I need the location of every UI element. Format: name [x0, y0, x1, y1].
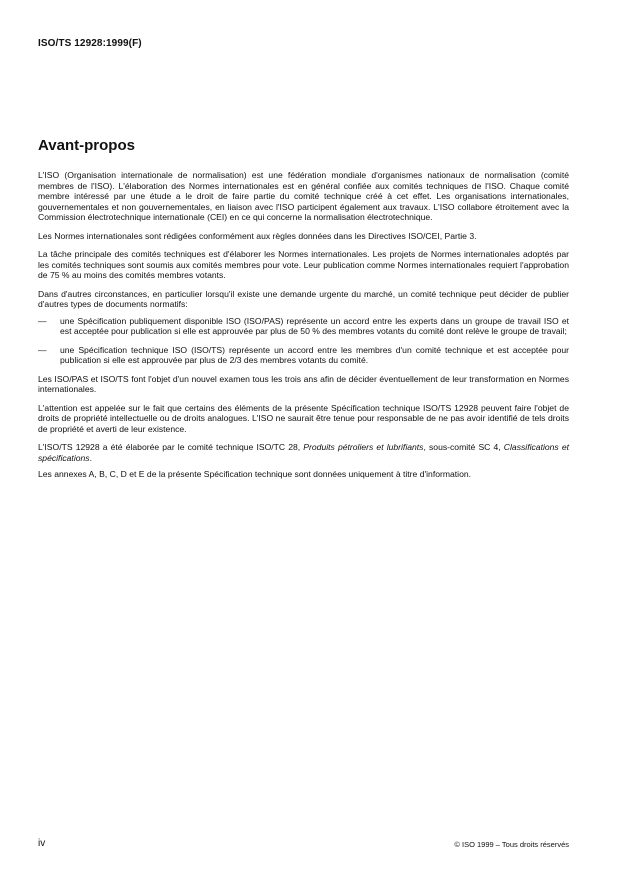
committee-title: Produits pétroliers et lubrifiants [303, 442, 424, 452]
copyright: © ISO 1999 – Tous droits réservés [454, 840, 569, 849]
list-item-text: une Spécification technique ISO (ISO/TS) représente un accord entre les membres d'un comité technique et est acceptée pour publication si elle est approuvée par plus de 2/3 des membres votants du comité. [60, 344, 569, 365]
paragraph-review: Les ISO/PAS et ISO/TS font l'objet d'un nouvel examen tous les trois ans afin de décider éventuellement de leur transformation en Normes internationales. [38, 373, 569, 394]
foreword-body [38, 170, 569, 488]
list-item [38, 316, 569, 337]
paragraph-other-circumstances: Dans d'autres circonstances, en particulier lorsqu'il existe une demande urgente du marché, un comité technique peut décider de publier d'autres types de documents normatifs: [38, 288, 569, 309]
dash-bullet: — [38, 344, 47, 355]
prepared-by-text-2: , sous-comité SC 4, [423, 442, 504, 452]
dash-bullet: — [38, 315, 47, 326]
prepared-by-text-1: L'ISO/TS 12928 a été élaborée par le comité technique ISO/TC 28, [38, 442, 304, 452]
list-item-text: une Spécification publiquement disponible ISO (ISO/PAS) représente un accord entre les experts dans un groupe de travail ISO et est acceptée pour publication si elle est approuvée par plus de 50 % des membres votants du comité dont relève le groupe de travail; [60, 315, 569, 336]
document-id: ISO/TS 12928:1999(F) [38, 38, 142, 49]
page-number: iv [38, 838, 46, 849]
subcommittee-title: Classifications et spécifications [38, 442, 570, 463]
paragraph-prepared-by [38, 442, 569, 463]
prepared-by-text-3: . [89, 452, 92, 463]
page-title: Avant-propos [38, 137, 135, 154]
paragraph-patent-rights: L'attention est appelée sur le fait que certains des éléments de la présente Spécification technique ISO/TS 12928 peuvent faire l'objet de droits de propriété intellectuelle ou de droits analogues. L'ISO ne saurait être tenue pour responsable de ne pas avoir identifié de tels droits de propriété et averti de leur existence. [38, 402, 569, 434]
paragraph-main-task: La tâche principale des comités techniques est d'élaborer les Normes internationales. Les projets de Normes internationales adoptés par les comités techniques sont soumis aux comités membres pour vote. Leur publication comme Normes internationales requiert l'approbation de 75 % au moins des comités membres votants. [38, 249, 569, 280]
paragraph-directives: Les Normes internationales sont rédigées conformément aux règles données dans les Directives ISO/CEI, Partie 3. [38, 230, 477, 241]
paragraph-annexes: Les annexes A, B, C, D et E de la présente Spécification technique sont données uniquement à titre d'information. [38, 469, 472, 479]
list-item [38, 345, 569, 366]
paragraph-iso-organisation: L'ISO (Organisation internationale de normalisation) est une fédération mondiale d'organismes nationaux de normalisation (comité membres de l'ISO). L'élaboration des Normes internationales est en général confiée aux comités techniques de l'ISO. Chaque comité membre intéressé par une étude a le droit de faire partie du comité technique créé à cet effet. Les organisations internationales, gouvernementales et non gouvernementales, en liaison avec l'ISO participent également aux travaux. L'ISO collabore étroitement avec la Commission électrotechnique internationale (CEI) en ce qui concerne la normalisation électrotechnique. [38, 170, 569, 222]
